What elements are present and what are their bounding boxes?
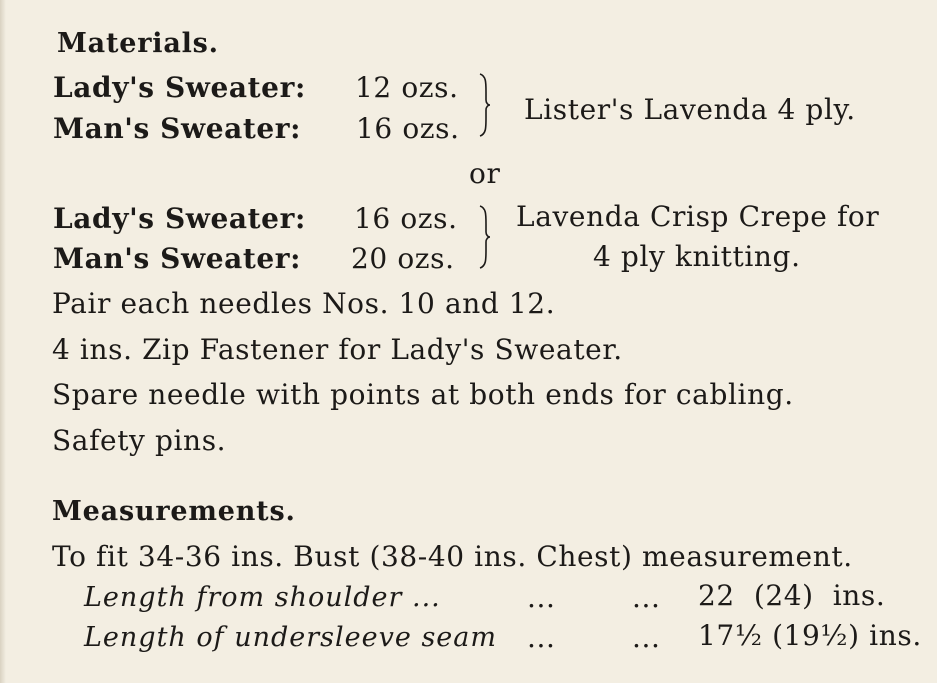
measurement-row1-dots1: ... (527, 581, 556, 614)
group2-row1-amount: 16 ozs. (354, 202, 458, 235)
measurement-row2-dots1: ... (527, 621, 556, 654)
material-item-safety-pins: Safety pins. (52, 424, 227, 457)
group2-row1-label: Lady's Sweater: (53, 202, 306, 235)
measurement-row2-value: 17½ (19½) ins. (698, 619, 922, 652)
page-edge-shadow (0, 0, 6, 683)
measurements-fit: To fit 34-36 ins. Bust (38-40 ins. Chest) measurement. (52, 540, 853, 573)
measurement-row1-value: 22 (24) ins. (698, 579, 886, 612)
measurement-row1-dots2: ... (632, 581, 661, 614)
group1-row2-label: Man's Sweater: (53, 112, 302, 145)
group2-brace (478, 204, 492, 270)
measurement-row2-dots2: ... (632, 621, 661, 654)
group1-row2-amount: 16 ozs. (356, 112, 460, 145)
material-item-needles: Pair each needles Nos. 10 and 12. (52, 287, 556, 320)
group1-row1-amount: 12 ozs. (355, 71, 459, 104)
group2-row2-amount: 20 ozs. (351, 242, 455, 275)
or-separator: or (469, 157, 501, 190)
group1-yarn: Lister's Lavenda 4 ply. (524, 93, 856, 126)
group1-row1-label: Lady's Sweater: (53, 71, 306, 104)
group2-row2-label: Man's Sweater: (53, 242, 302, 275)
group1-brace (478, 72, 492, 138)
materials-heading: Materials. (57, 28, 219, 59)
material-item-zip: 4 ins. Zip Fastener for Lady's Sweater. (52, 333, 623, 366)
material-item-spare-needle: Spare needle with points at both ends for cabling. (52, 378, 794, 411)
measurement-row1-label: Length from shoulder ... (84, 582, 441, 613)
group2-yarn-line2: 4 ply knitting. (593, 240, 801, 273)
measurement-row2-label: Length of undersleeve seam (84, 622, 497, 653)
measurements-heading: Measurements. (52, 496, 296, 527)
group2-yarn-line1: Lavenda Crisp Crepe for (516, 200, 880, 233)
